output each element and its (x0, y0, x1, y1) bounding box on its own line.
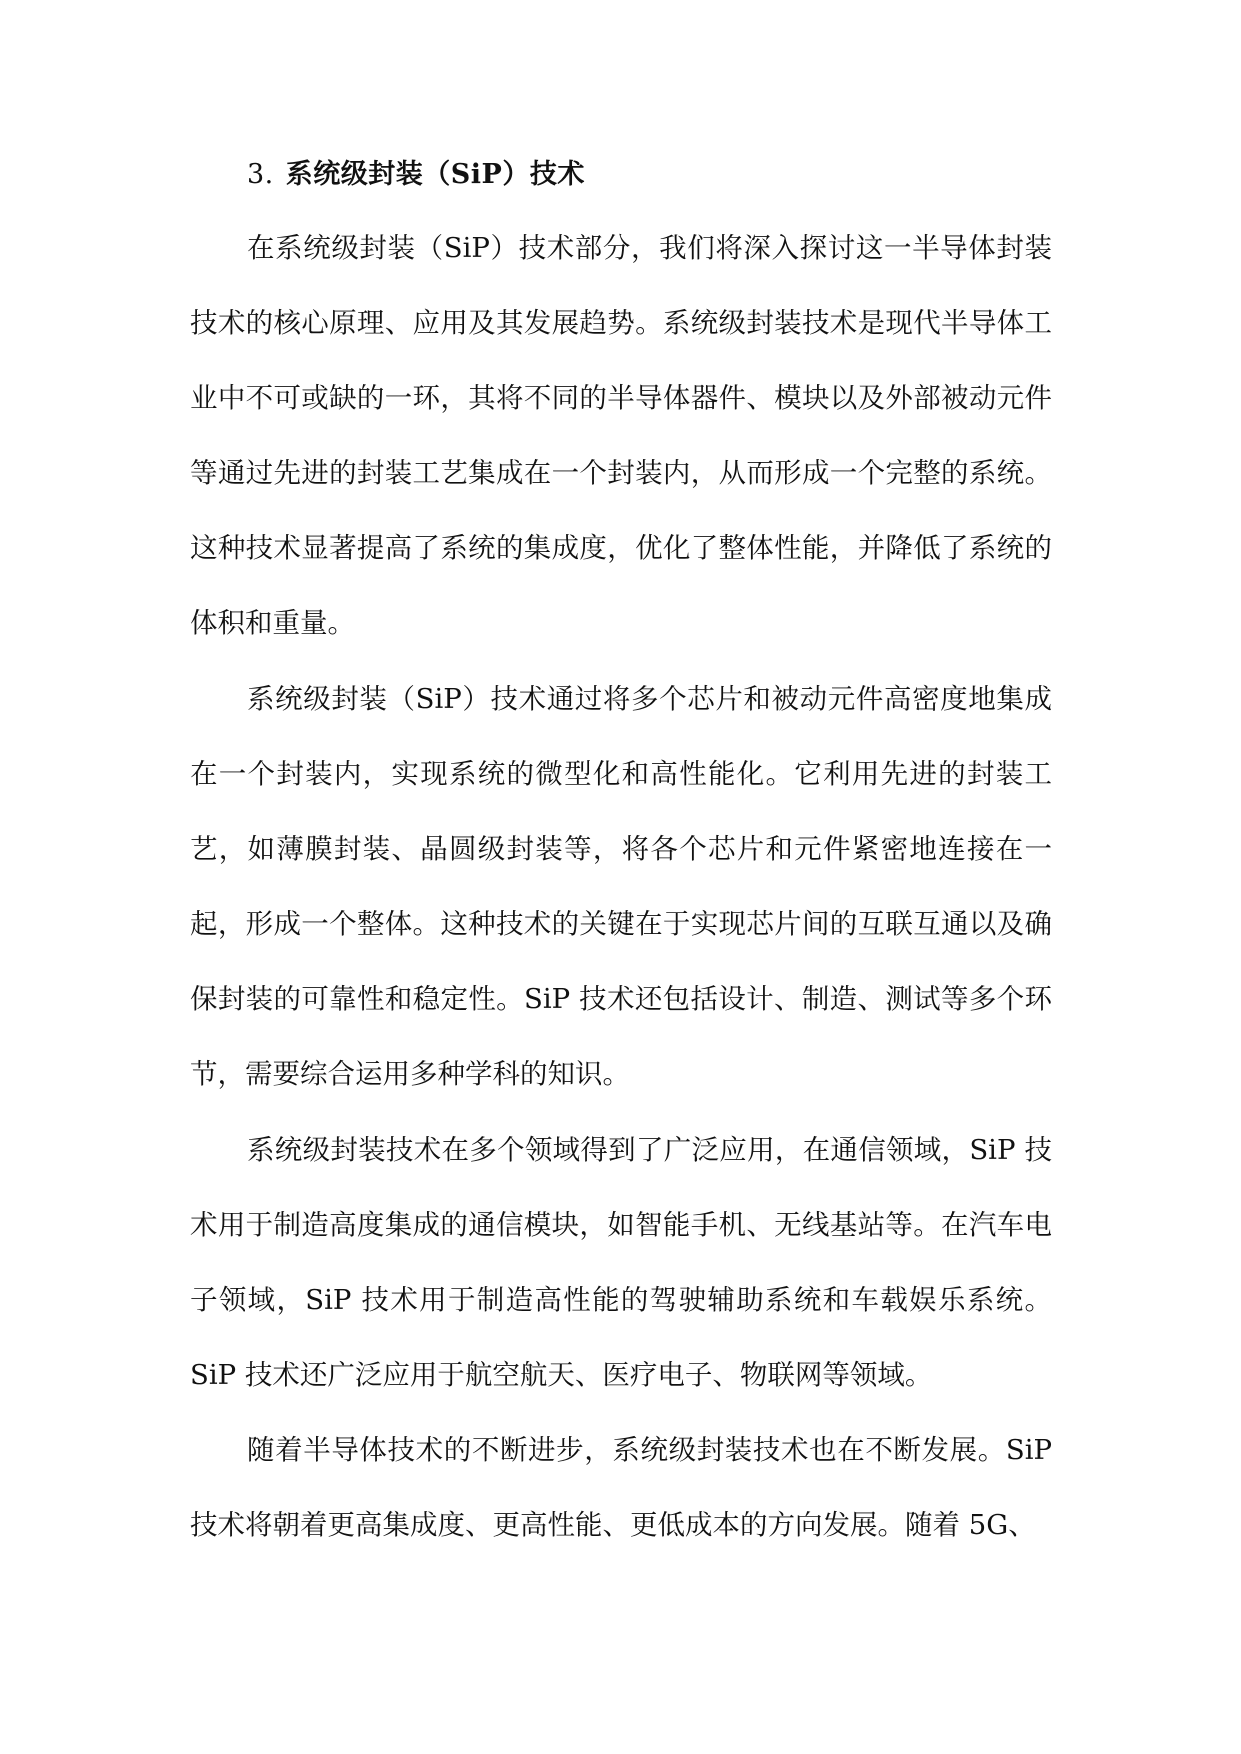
paragraph-principle: 系统级封装（SiP）技术通过将多个芯片和被动元件高密度地集成在一个封装内，实现系统的微型化和高性能化。它利用先进的封装工艺，如薄膜封装、晶圆级封装等，将各个芯片和元件紧密地连接在一起，形成一个整体。这种技术的关键在于实现芯片间的互联互通以及确保封装的可靠性和稳定性。SiP 技术还包括设计、制造、测试等多个环节，需要综合运用多种学科的知识。 (190, 683, 1052, 1090)
paragraph-intro: 在系统级封装（SiP）技术部分，我们将深入探讨这一半导体封装技术的核心原理、应用及其发展趋势。系统级封装技术是现代半导体工业中不可或缺的一环，其将不同的半导体器件、模块以及外部被动元件等通过先进的封装工艺集成在一个封装内，从而形成一个完整的系统。这种技术显著提高了系统的集成度，优化了整体性能，并降低了系统的体积和重量。 (190, 232, 1052, 639)
paragraph-applications: 系统级封装技术在多个领域得到了广泛应用，在通信领域，SiP 技术用于制造高度集成的通信模块，如智能手机、无线基站等。在汽车电子领域，SiP 技术用于制造高性能的驾驶辅助系统和车载娱乐系统。SiP 技术还广泛应用于航空航天、医疗电子、物联网等领域。 (190, 1134, 1052, 1391)
section-title: 系统级封装（SiP）技术 (285, 159, 585, 190)
section-heading (247, 152, 585, 191)
section-number: 3. (247, 159, 274, 190)
paragraph-trends: 随着半导体技术的不断进步，系统级封装技术也在不断发展。SiP 技术将朝着更高集成度、更高性能、更低成本的方向发展。随着 5G、 (190, 1434, 1052, 1541)
